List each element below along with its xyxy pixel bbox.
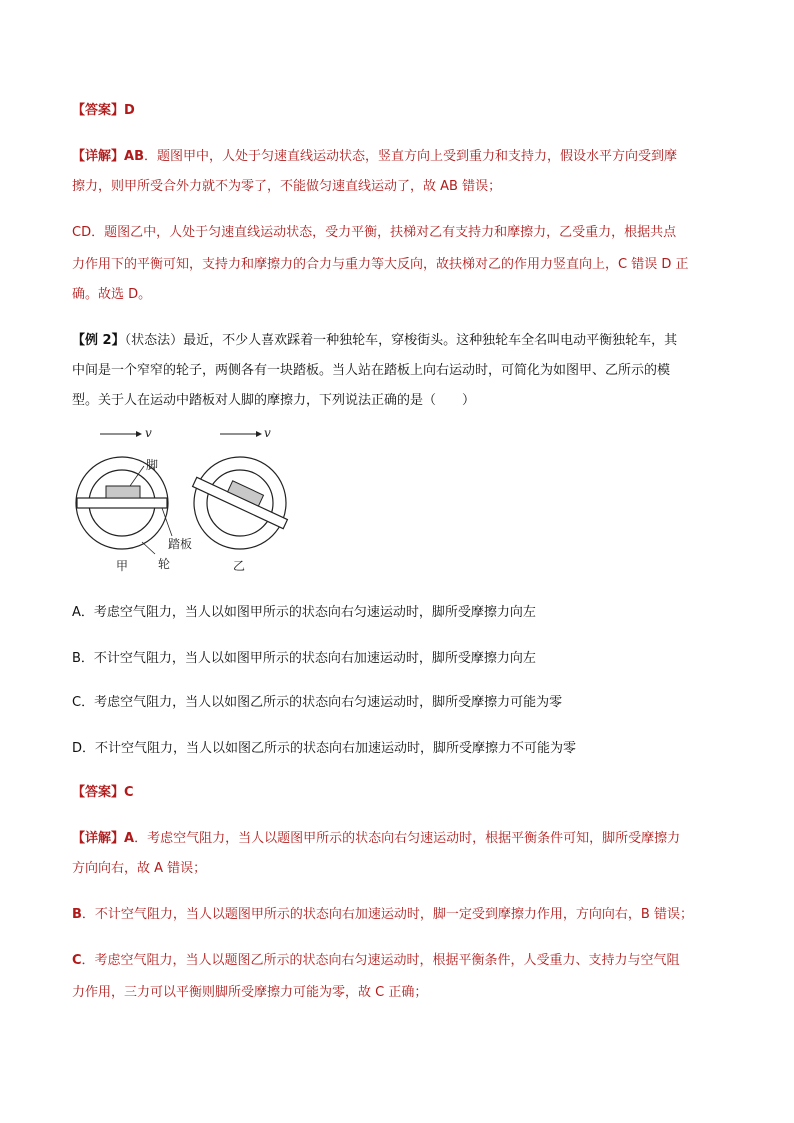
detail-text: ．考虑空气阻力，当人以题图甲所示的状态向右匀速运动时，根据平衡条件可知，脚所受摩擦力 bbox=[134, 831, 681, 846]
detail-1-line-1 bbox=[72, 148, 677, 166]
answer-tag: 【答案】 bbox=[72, 103, 125, 118]
option-d bbox=[72, 740, 576, 758]
answer-value: D bbox=[124, 103, 135, 118]
option-letter: C bbox=[72, 695, 82, 710]
example-text: （状态法）最近，不少人喜欢踩着一种独轮车，穿梭街头。这种独轮车全名叫电动平衡独轮车，其 bbox=[124, 333, 678, 348]
option-letter: B bbox=[72, 651, 81, 666]
detail-2-a-line-1 bbox=[72, 830, 680, 848]
answer-2 bbox=[72, 784, 134, 802]
option-a bbox=[72, 604, 536, 622]
answer-1 bbox=[72, 102, 135, 120]
answer-value: C bbox=[124, 785, 134, 800]
figure-jia bbox=[76, 426, 192, 573]
option-text: ．考虑空气阻力，当人以如图乙所示的状态向右匀速运动时，脚所受摩擦力可能为零 bbox=[81, 695, 563, 710]
detail-2-b-line-1 bbox=[72, 906, 693, 924]
option-c bbox=[72, 694, 562, 712]
detail-2-c-line-1 bbox=[72, 952, 680, 970]
option-text: ．不计空气阻力，当人以如图甲所示的状态向右加速运动时，脚所受摩擦力向左 bbox=[80, 651, 536, 666]
detail-prefix-a: A bbox=[124, 831, 135, 846]
option-text: ．考虑空气阻力，当人以如图甲所示的状态向右匀速运动时，脚所受摩擦力向左 bbox=[80, 605, 536, 620]
wheel-label: 轮 bbox=[158, 557, 171, 571]
example-2-line-3: 型。关于人在运动中踏板对人脚的摩擦力，下列说法正确的是（ ） bbox=[72, 393, 476, 408]
unicycle-figure bbox=[70, 424, 310, 584]
example-tag: 【例 2】 bbox=[72, 333, 125, 348]
detail-prefix-c: C bbox=[72, 953, 82, 968]
detail-1-cd-line-3: 确。故选 D。 bbox=[72, 287, 152, 302]
option-letter: D bbox=[72, 741, 83, 756]
wheel-leader bbox=[142, 542, 155, 554]
velocity-label: v bbox=[145, 426, 152, 440]
pedal-label: 踏板 bbox=[168, 537, 193, 551]
detail-2-a-line-2: 方向向右，故 A 错误； bbox=[72, 861, 207, 876]
option-text: ．不计空气阻力，当人以如图乙所示的状态向右加速运动时，脚所受摩擦力不可能为零 bbox=[82, 741, 577, 756]
example-2-line-1 bbox=[72, 332, 677, 350]
yi-label: 乙 bbox=[233, 559, 246, 573]
detail-1-cd-line-2: 力作用下的平衡可知，支持力和摩擦力的合力与重力等大反向，故扶梯对乙的作用力竖直向上，C 错误 D 正 bbox=[72, 257, 689, 272]
pedal-plate bbox=[77, 498, 167, 508]
detail-1-cd-line-1: CD．题图乙中，人处于匀速直线运动状态，受力平衡，扶梯对乙有支持力和摩擦力，乙受重力，根据共点 bbox=[72, 225, 677, 240]
option-b bbox=[72, 650, 536, 668]
detail-tag: 【详解】 bbox=[72, 831, 125, 846]
foot-block bbox=[106, 486, 140, 498]
jia-label: 甲 bbox=[116, 559, 129, 573]
detail-prefix-b: B bbox=[72, 907, 82, 922]
velocity-arrow-head bbox=[256, 431, 262, 437]
velocity-label: v bbox=[264, 426, 271, 440]
detail-text: ．考虑空气阻力，当人以题图乙所示的状态向右匀速运动时，根据平衡条件，人受重力、支持力与空气阻 bbox=[81, 953, 680, 968]
detail-tag: 【详解】 bbox=[72, 149, 125, 164]
foot-label: 脚 bbox=[146, 458, 159, 472]
velocity-arrow-head bbox=[136, 431, 142, 437]
option-letter: A bbox=[72, 605, 81, 620]
answer-tag: 【答案】 bbox=[72, 785, 125, 800]
detail-1-line-2: 擦力，则甲所受合外力就不为零了，不能做匀速直线运动了，故 AB 错误； bbox=[72, 179, 502, 194]
detail-prefix-ab: AB bbox=[124, 149, 144, 164]
example-2-line-2: 中间是一个窄窄的轮子，两侧各有一块踏板。当人站在踏板上向右运动时，可简化为如图甲、乙所示的模 bbox=[72, 363, 671, 378]
detail-text: ．题图甲中，人处于匀速直线运动状态，竖直方向上受到重力和支持力，假设水平方向受到摩 bbox=[144, 149, 678, 164]
figure-yi bbox=[193, 426, 293, 573]
detail-text: ．不计空气阻力，当人以题图甲所示的状态向右加速运动时，脚一定受到摩擦力作用，方向向右，B 错误； bbox=[81, 907, 693, 922]
detail-2-c-line-2: 力作用，三力可以平衡则脚所受摩擦力可能为零，故 C 正确； bbox=[72, 985, 428, 1000]
